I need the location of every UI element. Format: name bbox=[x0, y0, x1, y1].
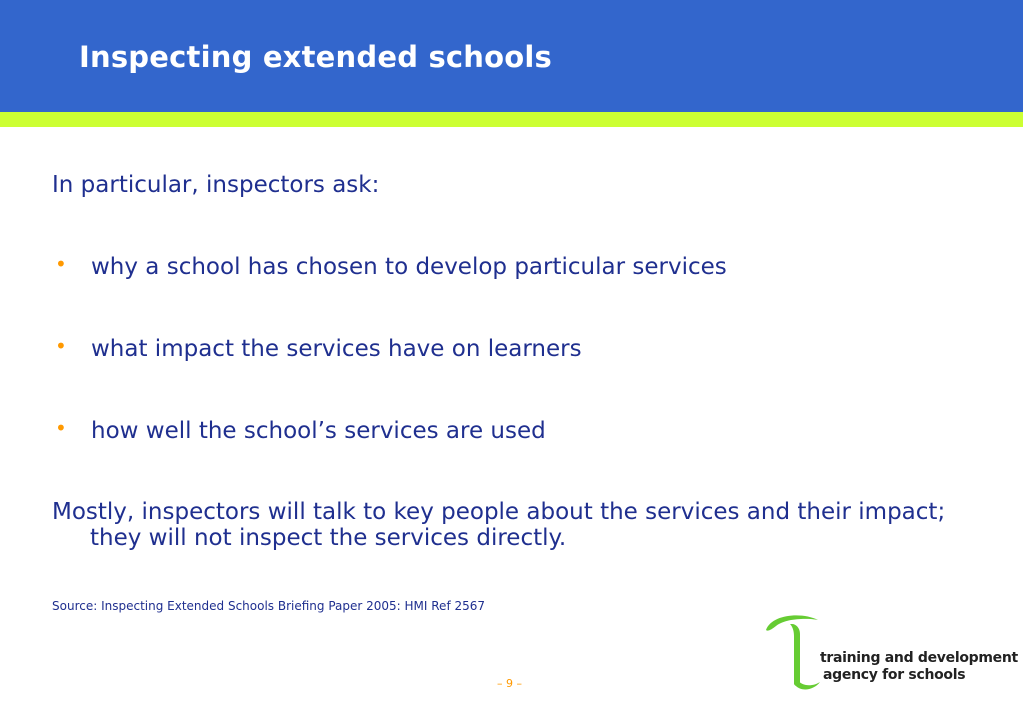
intro-text: In particular, inspectors ask: bbox=[52, 172, 380, 198]
header-bar bbox=[0, 0, 1023, 112]
bullet-text: what impact the services have on learners bbox=[91, 336, 582, 362]
bullet-text: why a school has chosen to develop particular services bbox=[91, 254, 727, 280]
accent-bar bbox=[0, 112, 1023, 127]
page-number: – 9 – bbox=[497, 677, 522, 690]
slide-title: Inspecting extended schools bbox=[79, 40, 552, 74]
tda-logo-icon bbox=[762, 612, 822, 692]
bullet-dot-icon: • bbox=[55, 334, 67, 358]
source-citation: Source: Inspecting Extended Schools Briefing Paper 2005: HMI Ref 2567 bbox=[52, 599, 486, 613]
logo-text-line1: training and development bbox=[820, 650, 1018, 666]
tda-logo bbox=[762, 612, 1018, 692]
bullet-text: how well the school’s services are used bbox=[91, 418, 546, 444]
bullet-dot-icon: • bbox=[55, 252, 67, 276]
logo-text-line2: agency for schools bbox=[823, 667, 966, 683]
summary-paragraph: Mostly, inspectors will talk to key people about the services and their impact; they will not inspect the services directly. bbox=[52, 499, 946, 551]
bullet-dot-icon: • bbox=[55, 416, 67, 440]
